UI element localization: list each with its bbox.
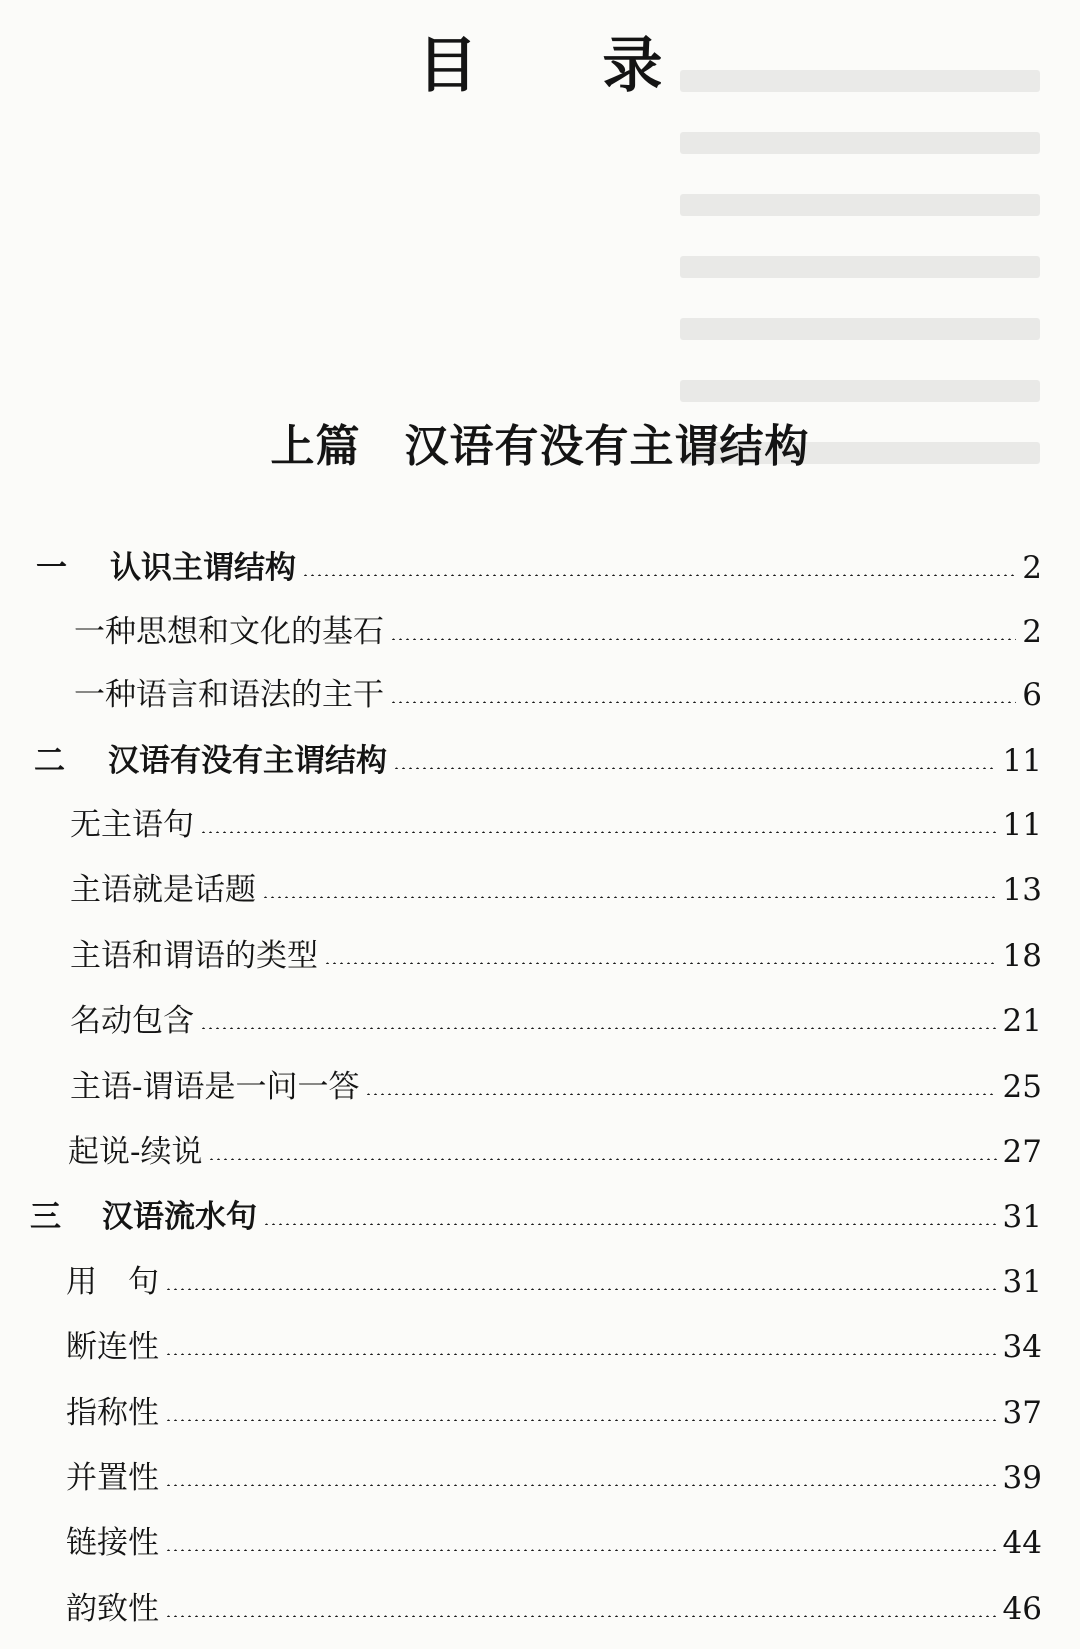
dot-leader — [165, 1484, 997, 1486]
section-label: 并置性 — [66, 1460, 159, 1496]
dot-leader — [165, 1419, 997, 1421]
section-label: 链接性 — [66, 1525, 159, 1561]
page-number: 39 — [1002, 1460, 1042, 1496]
dot-leader — [393, 767, 997, 769]
toc-chapter[interactable] — [30, 1192, 1042, 1242]
section-label: 主语和谓语的类型 — [70, 938, 318, 974]
page-number: 46 — [1002, 1591, 1042, 1627]
page-title: 目 录 — [417, 31, 715, 101]
toc-section[interactable] — [68, 1127, 1042, 1177]
toc-section[interactable] — [66, 1257, 1042, 1307]
chapter-number: 二 — [34, 743, 65, 779]
section-label: 主语就是话题 — [70, 872, 256, 908]
page-number: 34 — [1002, 1329, 1042, 1365]
chapter-label: 汉语有没有主谓结构 — [108, 743, 387, 779]
page-number: 37 — [1002, 1395, 1042, 1431]
section-label: 无主语句 — [70, 807, 194, 843]
dot-leader — [324, 962, 997, 964]
page-number: 6 — [1022, 677, 1042, 713]
toc-section[interactable] — [70, 996, 1042, 1046]
part-name: 上篇 — [270, 421, 361, 472]
section-label: 用 句 — [66, 1264, 159, 1300]
toc-section[interactable] — [70, 865, 1042, 915]
toc-section[interactable] — [70, 1062, 1042, 1112]
dot-leader — [263, 1223, 997, 1225]
page-number: 44 — [1002, 1525, 1042, 1561]
dot-leader — [302, 574, 1016, 576]
toc-section[interactable] — [66, 1453, 1042, 1503]
toc-section[interactable] — [66, 1584, 1042, 1634]
dot-leader — [208, 1158, 996, 1160]
page-number: 18 — [1002, 938, 1042, 974]
section-label: 断连性 — [66, 1329, 159, 1365]
page-number: 2 — [1022, 614, 1042, 650]
toc-section[interactable] — [70, 931, 1042, 981]
chapter-label: 汉语流水句 — [102, 1199, 257, 1235]
page-number: 13 — [1002, 872, 1042, 908]
chapter-number: 三 — [30, 1199, 61, 1235]
page-number: 27 — [1002, 1134, 1042, 1170]
page-number: 25 — [1002, 1069, 1042, 1105]
toc-section[interactable] — [74, 670, 1042, 720]
toc-section[interactable] — [70, 800, 1042, 850]
page-number: 11 — [1002, 743, 1042, 779]
part-subtitle: 汉语有没有主谓结构 — [404, 421, 810, 472]
toc-section[interactable] — [66, 1518, 1042, 1568]
section-label: 一种思想和文化的基石 — [74, 614, 384, 650]
dot-leader — [165, 1615, 997, 1617]
dot-leader — [165, 1288, 997, 1290]
toc-chapter[interactable] — [34, 736, 1042, 786]
part-title — [0, 410, 1080, 474]
toc-chapter[interactable] — [36, 543, 1042, 593]
page-number: 21 — [1002, 1003, 1042, 1039]
toc-section[interactable] — [66, 1388, 1042, 1438]
dot-leader — [262, 896, 997, 898]
section-label: 一种语言和语法的主干 — [74, 677, 384, 713]
section-label: 指称性 — [66, 1395, 159, 1431]
dot-leader — [200, 1027, 997, 1029]
dot-leader — [390, 701, 1016, 703]
section-label: 主语-谓语是一问一答 — [70, 1069, 360, 1105]
section-label: 起说-续说 — [68, 1134, 203, 1170]
section-label: 韵致性 — [66, 1591, 159, 1627]
dot-leader — [165, 1549, 997, 1551]
dot-leader — [165, 1353, 997, 1355]
page-number: 2 — [1022, 550, 1042, 586]
section-label: 名动包含 — [70, 1003, 194, 1039]
page-number: 11 — [1002, 807, 1042, 843]
page-number: 31 — [1002, 1199, 1042, 1235]
chapter-label: 认识主谓结构 — [110, 550, 296, 586]
toc-section[interactable] — [66, 1322, 1042, 1372]
toc-section[interactable] — [74, 607, 1042, 657]
dot-leader — [200, 831, 997, 833]
page-number: 31 — [1002, 1264, 1042, 1300]
dot-leader — [390, 638, 1016, 640]
dot-leader — [365, 1093, 996, 1095]
chapter-number: 一 — [36, 550, 67, 586]
